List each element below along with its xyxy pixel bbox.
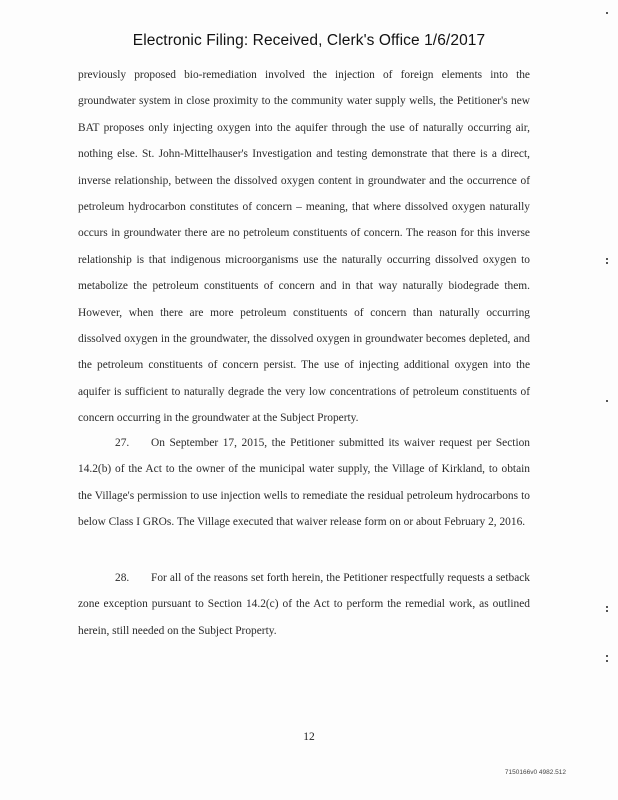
scan-mark: [606, 12, 608, 14]
paragraph-continuation: [78, 62, 530, 432]
paragraph-28-text: For all of the reasons set forth herein, the Petitioner respectfully requests a setback zone exception pursuant to Section 14.2(c) of the Act to perform the remedial work, as outlined herein, still needed on the Subject Property.: [78, 572, 530, 637]
paragraph-28-body: [78, 565, 530, 644]
scan-mark: [606, 400, 608, 402]
paragraph-27-text: On September 17, 2015, the Petitioner submitted its waiver request per Section 14.2(b) of the Act to the owner of the municipal water supply, the Village of Kirkland, to obtain the Village's permission to use injection wells to remediate the residual petroleum hydrocarbons to below Class I GROs. The Village executed that waiver release form on or about February 2, 2016.: [78, 437, 530, 529]
paragraph-27-number: 27.: [115, 437, 130, 449]
scan-mark: [606, 262, 608, 264]
paragraph-27: [78, 430, 530, 536]
scan-mark: [606, 258, 608, 260]
scan-mark: [606, 606, 608, 608]
paragraph-27-body: [78, 430, 530, 536]
page-number: 12: [303, 731, 315, 743]
scan-margin-marks: [606, 0, 609, 800]
paragraph-28: [78, 565, 530, 644]
document-id: 7150166v0 4982.512: [504, 769, 566, 776]
scan-mark: [606, 655, 608, 657]
paragraph-continuation-text: previously proposed bio-remediation involved the injection of foreign elements into the groundwater system in close proximity to the community water supply wells, the Petitioner's new BAT proposes only injecting oxygen into the aquifer through the use of naturally occurring air, nothing else. St. John-Mittelhauser's Investigation and testing demonstrate that there is a direct, inverse relationship, between the dissolved oxygen content in groundwater and the occurrence of petroleum hydrocarbon constitutes of concern – meaning, that where dissolved oxygen naturally occurs in groundwater there are no petroleum constituents of concern. The reason for this inverse relationship is that indigenous microorganisms use the naturally occurring dissolved oxygen to metabolize the petroleum constituents of concern and in that way naturally biodegrade them. However, when there are more petroleum constituents of concern than naturally occurring dissolved oxygen in the groundwater, the dissolved oxygen in groundwater becomes depleted, and the petroleum constituents of concern persist. The use of injecting additional oxygen into the aquifer is sufficient to naturally degrade the very low concentrations of petroleum constituents of concern occurring in the groundwater at the Subject Property.: [78, 69, 530, 425]
paragraph-28-number: 28.: [115, 572, 130, 584]
scan-mark: [606, 660, 608, 662]
filing-stamp: Electronic Filing: Received, Clerk's Office 1/6/2017: [132, 32, 486, 49]
scan-mark: [606, 610, 608, 612]
